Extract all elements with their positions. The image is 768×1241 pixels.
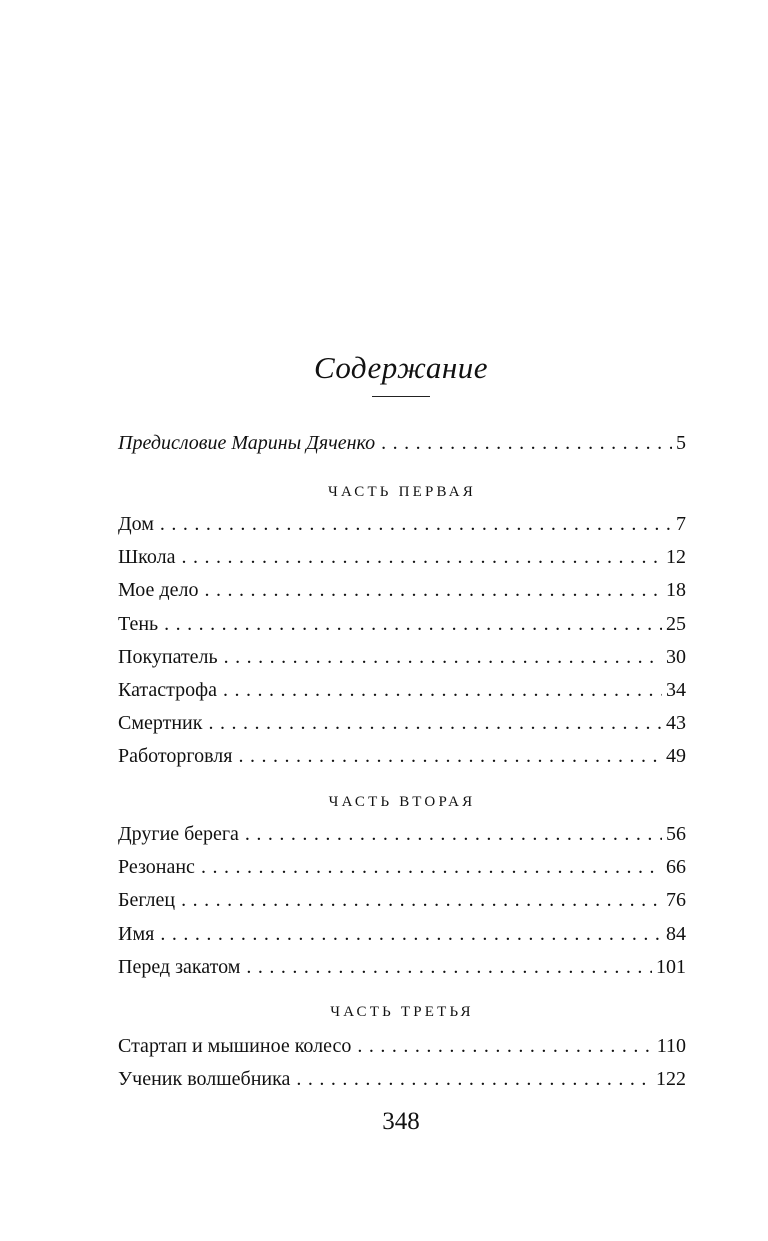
toc-entry xyxy=(118,642,686,672)
toc-entry xyxy=(118,575,686,605)
toc-entry-label: Стартап и мышиное колесо xyxy=(118,1035,352,1057)
toc-entry xyxy=(118,885,686,915)
toc-entry-page: 84 xyxy=(666,923,686,945)
toc-entry xyxy=(118,852,686,882)
dot-leader xyxy=(381,428,672,458)
toc-entry-label: Предисловие Марины Дяченко xyxy=(118,432,376,454)
dot-leader xyxy=(357,1031,652,1061)
dot-leader xyxy=(181,885,662,915)
dot-leader xyxy=(160,509,672,539)
toc-entry-label: Ученик волшебника xyxy=(118,1068,291,1090)
dot-leader xyxy=(201,852,662,882)
toc-entry-page: 110 xyxy=(656,1035,686,1057)
toc-entry-page: 49 xyxy=(666,745,686,767)
contents-title: Содержание xyxy=(313,350,489,385)
toc-entry-label: Имя xyxy=(118,923,155,945)
dot-leader xyxy=(246,952,652,982)
toc-entry-page: 56 xyxy=(666,823,686,845)
toc-entry-label: Перед закатом xyxy=(118,956,241,978)
toc-entry-page: 122 xyxy=(656,1068,686,1090)
toc-entry xyxy=(118,819,686,849)
title-underline xyxy=(372,396,430,397)
dot-leader xyxy=(160,919,662,949)
toc-entry-label: Смертник xyxy=(118,712,203,734)
toc-entry-label: Дом xyxy=(118,513,154,535)
dot-leader xyxy=(181,542,662,572)
dot-leader xyxy=(238,741,662,771)
toc-entry xyxy=(118,741,686,771)
toc-entry xyxy=(118,708,686,738)
toc-entry-page: 43 xyxy=(666,712,686,734)
toc-entry-page: 30 xyxy=(666,646,686,668)
dot-leader xyxy=(296,1064,652,1094)
toc-entry-page: 101 xyxy=(656,956,686,978)
dot-leader xyxy=(208,708,662,738)
toc-entry-page: 18 xyxy=(666,579,686,601)
toc-entry-page: 66 xyxy=(666,856,686,878)
toc-entry-label: Школа xyxy=(118,546,176,568)
part-heading-2: ЧАСТЬ ВТОРАЯ xyxy=(328,794,476,810)
toc-entry-label: Тень xyxy=(118,613,159,635)
toc-entry-label: Беглец xyxy=(118,889,176,911)
dot-leader xyxy=(164,609,662,639)
toc-entry xyxy=(118,509,686,539)
toc-entry xyxy=(118,952,686,982)
dot-leader xyxy=(224,642,662,672)
toc-entry-label: Работорговля xyxy=(118,745,233,767)
toc-entry-page: 12 xyxy=(666,546,686,568)
toc-entry-label: Мое дело xyxy=(118,579,199,601)
toc-entry-page: 34 xyxy=(666,679,686,701)
dot-leader xyxy=(204,575,662,605)
toc-entry-preface xyxy=(118,428,686,458)
toc-entry-label: Резонанс xyxy=(118,856,195,878)
page-number: 348 xyxy=(382,1108,420,1135)
toc-entry-label: Покупатель xyxy=(118,646,218,668)
toc-entry xyxy=(118,542,686,572)
toc-entry-page: 5 xyxy=(676,432,686,454)
toc-entry-page: 76 xyxy=(666,889,686,911)
part-heading-3: ЧАСТЬ ТРЕТЬЯ xyxy=(330,1004,474,1020)
toc-entry xyxy=(118,1064,686,1094)
part-heading-1: ЧАСТЬ ПЕРВАЯ xyxy=(328,484,476,500)
toc-entry-label: Другие берега xyxy=(118,823,239,845)
toc-entry-page: 7 xyxy=(676,513,686,535)
toc-entry xyxy=(118,1031,686,1061)
dot-leader xyxy=(223,675,662,705)
dot-leader xyxy=(245,819,662,849)
toc-entry xyxy=(118,609,686,639)
toc-entry-label: Катастрофа xyxy=(118,679,217,701)
toc-entry xyxy=(118,675,686,705)
toc-entry-page: 25 xyxy=(666,613,686,635)
toc-entry xyxy=(118,919,686,949)
